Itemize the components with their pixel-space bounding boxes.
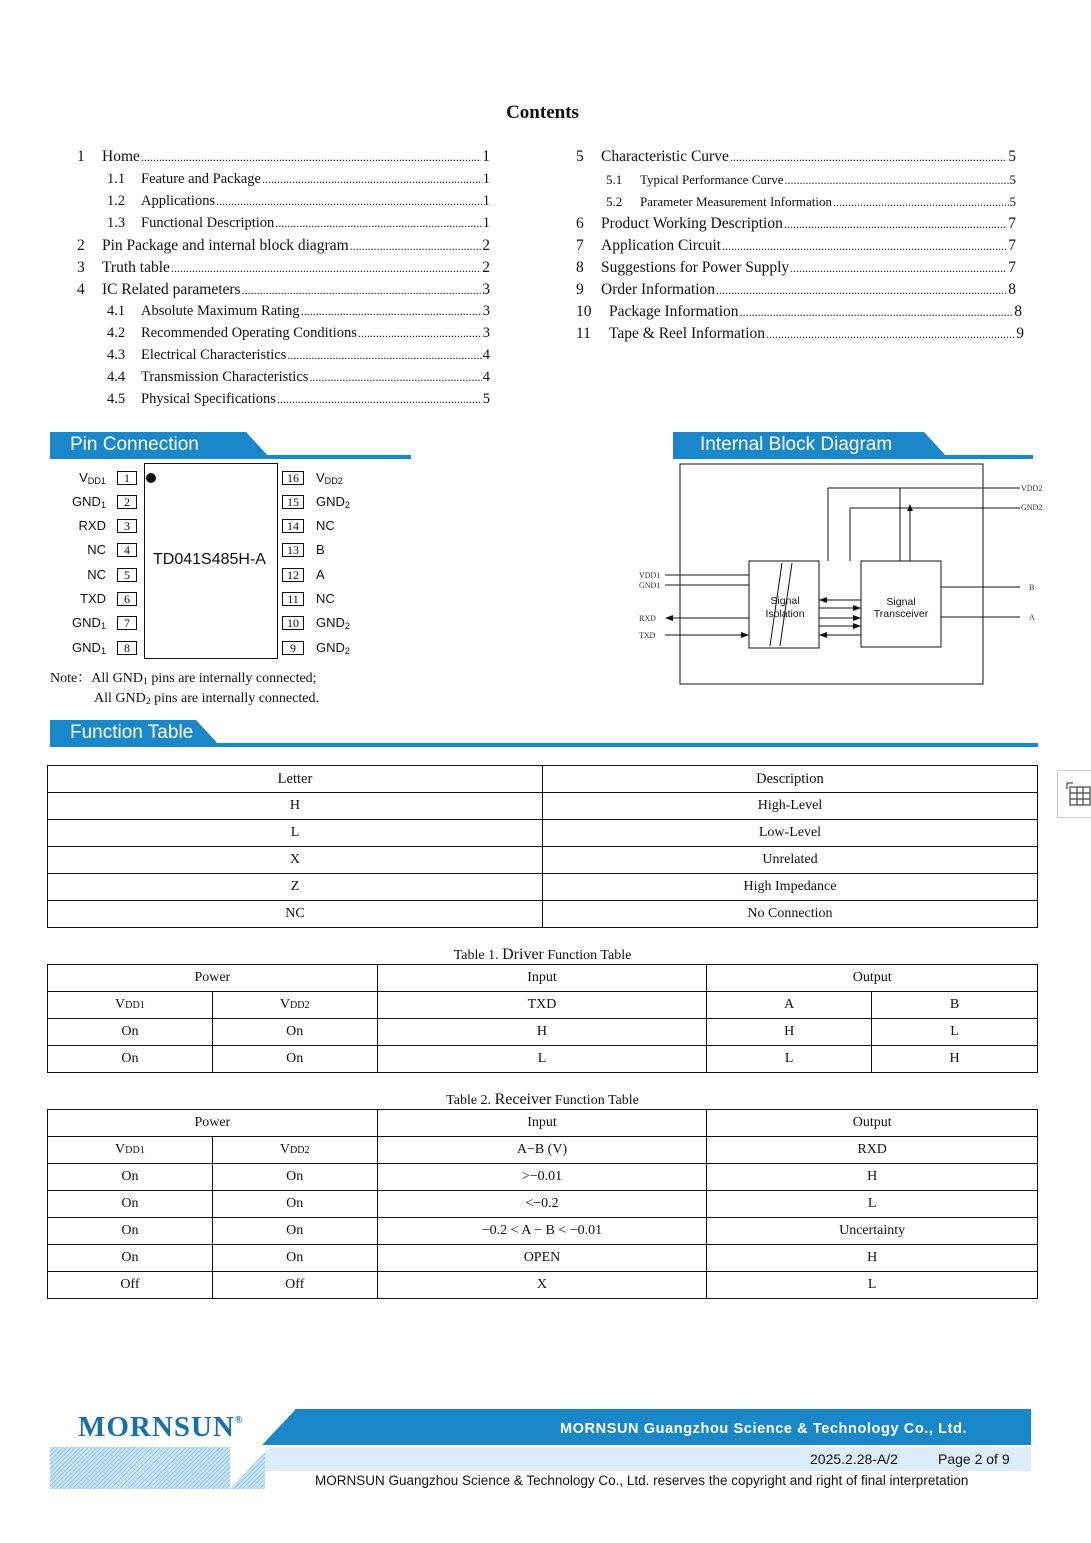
pin-label-sub: DD2 [324, 475, 343, 486]
table-cell: On [48, 1245, 213, 1272]
table-row [48, 793, 1038, 820]
pin-label-sub: 2 [344, 645, 350, 656]
toc-entry-text: Characteristic Curve [601, 148, 729, 165]
function-table [47, 765, 1038, 928]
table-cell: Off [48, 1272, 213, 1299]
toc-leader-dots [309, 369, 481, 386]
pin-label-text: NC [316, 518, 335, 533]
toc-entry-page: 3 [482, 303, 490, 319]
bd-label-vdd1: VDD1 [639, 571, 661, 580]
table-cell: On [212, 1218, 377, 1245]
toc-entry[interactable] [107, 391, 490, 408]
note-line-1: All GND [91, 671, 143, 686]
toc-entry[interactable] [107, 215, 490, 232]
pin-note [50, 670, 319, 710]
table-cell: X [377, 1272, 707, 1299]
toc-entry-text: Transmission Characteristics [141, 369, 309, 385]
driver-function-table [47, 964, 1038, 1073]
pin-label-text: GND [316, 615, 345, 630]
toc-leader-dots [242, 281, 482, 299]
toc-entry-page: 2 [482, 237, 490, 254]
pin-label-sub: 2 [344, 620, 350, 631]
table-row [48, 1164, 1038, 1191]
footer-light-band [250, 1447, 1031, 1471]
toc-entry-number: 5.2 [606, 194, 623, 209]
function-table-header [50, 720, 1038, 747]
table-cell: L [48, 820, 543, 847]
toc-leader-dots [350, 237, 482, 255]
toc-entry-text: Order Information [601, 281, 716, 298]
toc-entry-number: 2 [77, 237, 85, 254]
toc-entry-text: Product Working Description [601, 215, 783, 232]
pin-label-sub: DD1 [87, 475, 106, 486]
pin-label [316, 615, 350, 631]
toc-entry[interactable] [107, 325, 490, 342]
table-cell: On [212, 1046, 377, 1073]
table-icon [1066, 781, 1091, 811]
table-header-cell: Letter [48, 766, 543, 793]
table-cell: Low-Level [542, 820, 1037, 847]
table-row [48, 1272, 1038, 1299]
toc-entry-page: 8 [1014, 303, 1022, 320]
table-subheader-cell: A−B (V) [377, 1137, 707, 1164]
table-cell: L [377, 1046, 707, 1073]
toc-leader-dots [766, 325, 1015, 343]
pin-label-sub: 1 [100, 620, 106, 631]
toc-entry-text: Package Information [609, 303, 739, 320]
pin-label-text: GND [316, 494, 345, 509]
footer-hatch-cut [230, 1447, 270, 1489]
toc-entry-number: 4 [77, 281, 85, 298]
table-subheader-cell: RXD [707, 1137, 1038, 1164]
toc-leader-dots [790, 259, 1007, 277]
toc-entry-number: 4.3 [107, 347, 126, 363]
pin-number-box: 10 [282, 616, 304, 630]
toc-leader-dots [740, 303, 1014, 321]
table-row [48, 1019, 1038, 1046]
toc-entry-number: 11 [576, 325, 591, 342]
subheader-v: V [279, 1142, 290, 1157]
pin-label [316, 518, 335, 534]
toc-leader-dots [722, 237, 1007, 255]
toc-entry-text: Applications [141, 193, 216, 209]
note-label: Note： [50, 671, 92, 686]
table-row [48, 1245, 1038, 1272]
table-cell: On [212, 1245, 377, 1272]
pin-label-text: NC [316, 591, 335, 606]
subheader-v: V [115, 997, 126, 1012]
pin-label [79, 518, 106, 534]
subheader-sub: DD1 [125, 1145, 145, 1156]
toc-entry-text: Truth table [102, 259, 170, 276]
toc-entry-page: 3 [482, 325, 490, 341]
pin-label [80, 591, 106, 607]
toc-entry-page: 1 [482, 215, 490, 231]
toc-entry-text: Electrical Characteristics [141, 347, 287, 363]
toc-entry-page: 4 [482, 347, 490, 363]
table-cell: On [212, 1164, 377, 1191]
block-diagram [630, 460, 1060, 690]
toc-entry[interactable] [606, 194, 1016, 210]
toc-entry-number: 4.1 [107, 303, 126, 319]
pin-label [316, 567, 325, 583]
table-cell: L [707, 1272, 1038, 1299]
toc-entry-text: Suggestions for Power Supply [601, 259, 790, 276]
pin-number-box: 3 [117, 519, 137, 533]
pin-label-text: GND [72, 640, 101, 655]
pin-label-text: RXD [78, 518, 106, 533]
pin-label [72, 494, 106, 510]
subheader-sub: DD2 [290, 1000, 310, 1011]
table-cell: Off [212, 1272, 377, 1299]
table-cell: On [212, 1019, 377, 1046]
toc-entry-text: Typical Performance Curve [640, 172, 784, 187]
table-cell: NC [48, 901, 543, 928]
isolation-label-2: Isolation [765, 608, 805, 620]
table-cell: On [212, 1191, 377, 1218]
table-cell: Z [48, 874, 543, 901]
table-cell: On [48, 1046, 213, 1073]
bd-label-gnd1: GND1 [639, 581, 661, 590]
pin-label [316, 542, 325, 558]
toc-entry[interactable] [576, 237, 1016, 255]
toc-entry-number: 1.3 [107, 215, 126, 231]
table-cell: H [707, 1019, 872, 1046]
table-cell: H [872, 1046, 1038, 1073]
subheader-v: V [115, 1142, 126, 1157]
toc-entry[interactable] [576, 281, 1016, 299]
table-cell: <−0.2 [377, 1191, 707, 1218]
bd-label-vdd2: VDD2 [1021, 484, 1043, 493]
brand-logo [78, 1411, 243, 1444]
subheader-sub: DD2 [290, 1145, 310, 1156]
table-cell: On [48, 1191, 213, 1218]
toc-entry-text: Recommended Operating Conditions [141, 325, 357, 341]
toc-entry-number: 5 [576, 148, 584, 165]
toc-entry-number: 5.1 [606, 172, 623, 187]
note-sub-2: 2 [145, 695, 151, 707]
receiver-caption-a: Table 2. [446, 1093, 495, 1108]
toc-entry-text: Parameter Measurement Information [640, 194, 833, 209]
side-panel-button[interactable] [1057, 770, 1091, 818]
table-row [48, 874, 1038, 901]
subheader-sub: DD1 [125, 1000, 145, 1011]
toc-leader-dots [730, 148, 1007, 166]
toc-leader-dots [277, 391, 482, 408]
pin-label-sub: 2 [344, 499, 350, 510]
table-group-header: Output [707, 965, 1038, 992]
table-group-header-row [48, 1110, 1038, 1137]
toc-leader-dots [716, 281, 1007, 299]
table-cell: X [48, 847, 543, 874]
toc-entry[interactable] [107, 347, 490, 364]
table-cell: H [707, 1164, 1038, 1191]
toc-leader-dots [301, 303, 482, 320]
toc-entry-number: 1.2 [107, 193, 126, 209]
toc-entry[interactable] [107, 193, 490, 210]
pin-label-text: GND [316, 640, 345, 655]
subheader-v: V [279, 997, 290, 1012]
footer-copyright: MORNSUN Guangzhou Science & Technology Co., Ltd. reserves the copyright and right of final interpretation [315, 1473, 969, 1488]
pin-label-text: B [316, 542, 325, 557]
toc-entry-number: 8 [576, 259, 584, 276]
pin-number-box: 7 [117, 616, 137, 630]
table-subheader-row [48, 1137, 1038, 1164]
toc-entry-number: 4.2 [107, 325, 126, 341]
bd-label-b: B [1029, 583, 1035, 592]
toc-entry-text: Pin Package and internal block diagram [102, 237, 349, 254]
pin-connection-header [50, 432, 411, 459]
pin-number-box: 16 [282, 471, 304, 485]
table-row [48, 1191, 1038, 1218]
block-diagram-header [673, 432, 1033, 459]
table-subheader-cell [212, 992, 377, 1019]
toc-entry[interactable] [576, 215, 1016, 233]
toc-entry-text: Absolute Maximum Rating [141, 303, 300, 319]
table-subheader-cell [48, 992, 213, 1019]
toc-entry-page: 5 [1009, 194, 1016, 209]
toc-entry-page: 2 [482, 259, 490, 276]
pin-label [316, 640, 350, 656]
brand-reg: ® [234, 1415, 244, 1426]
table-group-header-row [48, 965, 1038, 992]
toc-leader-dots [262, 171, 482, 188]
table-row [48, 1046, 1038, 1073]
toc-entry-page: 1 [482, 148, 490, 165]
receiver-caption-b: Receiver [494, 1091, 552, 1108]
toc-entry-page: 7 [1008, 215, 1016, 232]
toc-leader-dots [275, 215, 481, 232]
pin-label-sub: 1 [100, 645, 106, 656]
toc-entry-text: Feature and Package [141, 171, 261, 187]
toc-entry-page: 4 [482, 369, 490, 385]
toc-entry-number: 1.1 [107, 171, 126, 187]
note-line-2b: pins are internally connected. [150, 690, 319, 706]
bd-label-gnd2: GND2 [1021, 503, 1043, 512]
toc-leader-dots [171, 259, 481, 277]
pin-label [72, 640, 106, 656]
note-line-1b: pins are internally connected; [147, 671, 317, 686]
pin-number-box: 6 [117, 592, 137, 606]
table-group-header: Input [377, 1110, 707, 1137]
toc-leader-dots [784, 215, 1007, 233]
toc-entry[interactable] [107, 303, 490, 320]
toc-leader-dots [141, 148, 481, 166]
pin-number-box: 9 [282, 641, 304, 655]
table-cell: L [872, 1019, 1038, 1046]
table-subheader-cell: TXD [377, 992, 707, 1019]
toc-entry-page: 3 [482, 281, 490, 298]
pin-label-text: TXD [80, 591, 106, 606]
toc-leader-dots [784, 172, 1008, 188]
note-sub-1: 1 [142, 675, 148, 687]
toc-entry-number: 7 [576, 237, 584, 254]
toc-entry[interactable] [576, 303, 1022, 321]
table-subheader-cell: A [707, 992, 872, 1019]
table-group-header: Power [48, 1110, 378, 1137]
pin-number-box: 11 [282, 592, 304, 606]
toc-entry-text: IC Related parameters [102, 281, 241, 298]
toc-entry[interactable] [576, 259, 1016, 277]
toc-entry-page: 5 [482, 391, 490, 407]
toc-entry-page: 5 [1008, 148, 1016, 165]
pin-label-text: A [316, 567, 325, 582]
driver-caption-c: Function Table [543, 948, 632, 963]
table-cell: −0.2 < A − B < −0.01 [377, 1218, 707, 1245]
table-cell: Uncertainty [707, 1218, 1038, 1245]
toc-entry-number: 3 [77, 259, 85, 276]
pin-label [72, 615, 106, 631]
pin-number-box: 4 [117, 543, 137, 557]
footer-company: MORNSUN Guangzhou Science & Technology Co., Ltd. [560, 1421, 968, 1437]
toc-entry-page: 7 [1008, 259, 1016, 276]
pin1-dot [146, 473, 156, 483]
pin-label-text: GND [72, 615, 101, 630]
table-cell: No Connection [542, 901, 1037, 928]
pin-number-box: 13 [282, 543, 304, 557]
isolation-label-1: Signal [770, 595, 800, 607]
table-cell: L [707, 1046, 872, 1073]
table-group-header: Output [707, 1110, 1038, 1137]
pin-label [79, 470, 106, 486]
pin-label-text: NC [87, 542, 106, 557]
toc-entry[interactable] [576, 148, 1016, 166]
toc-entry[interactable] [107, 369, 490, 386]
block-diagram-title: Internal Block Diagram [673, 432, 924, 458]
toc-entry-page: 1 [482, 193, 490, 209]
pin-number-box: 8 [117, 641, 137, 655]
table-header-row [48, 766, 1038, 793]
table-subheader-row [48, 992, 1038, 1019]
pin-number-box: 12 [282, 568, 304, 582]
table-subheader-cell [212, 1137, 377, 1164]
table-row [48, 820, 1038, 847]
chip-name: TD041S485H-A [153, 551, 266, 568]
pin-label-text: GND [72, 494, 101, 509]
pin-label [316, 494, 350, 510]
toc-entry-number: 6 [576, 215, 584, 232]
toc-entry-number: 1 [77, 148, 85, 165]
transceiver-label-1: Signal [886, 596, 916, 608]
toc-entry-page: 7 [1008, 237, 1016, 254]
toc-entry-text: Application Circuit [601, 237, 722, 254]
toc-entry-page: 9 [1016, 325, 1024, 342]
pin-label [316, 470, 343, 486]
toc-entry-text: Functional Description [141, 215, 275, 231]
toc-entry-number: 9 [576, 281, 584, 298]
receiver-function-table [47, 1109, 1038, 1299]
toc-entry[interactable] [77, 281, 490, 299]
footer-version: 2025.2.28-A/2 [810, 1451, 898, 1467]
table-cell: H [707, 1245, 1038, 1272]
driver-table-caption [0, 946, 1085, 964]
pin-label [87, 567, 106, 583]
table-subheader-cell [48, 1137, 213, 1164]
table-cell: On [48, 1164, 213, 1191]
page-title: Contents [506, 102, 579, 123]
bd-label-rxd: RXD [639, 614, 656, 623]
table-cell: >−0.01 [377, 1164, 707, 1191]
footer-page-number: Page 2 of 9 [938, 1451, 1010, 1467]
driver-caption-b: Driver [502, 946, 544, 963]
function-table-title: Function Table [50, 720, 196, 746]
table-cell: H [377, 1019, 707, 1046]
table-cell: OPEN [377, 1245, 707, 1272]
table-subheader-cell: B [872, 992, 1038, 1019]
toc-entry-text: Home [102, 148, 140, 165]
toc-entry-text: Physical Specifications [141, 391, 276, 407]
pin-number-box: 15 [282, 495, 304, 509]
note-line-2: All GND [94, 690, 146, 706]
table-header-cell: Description [542, 766, 1037, 793]
footer-slant [262, 1409, 296, 1445]
pin-number-box: 1 [117, 471, 137, 485]
pin-number-box: 14 [282, 519, 304, 533]
pin-label-text: V [79, 470, 88, 485]
table-cell: On [48, 1019, 213, 1046]
table-cell: H [48, 793, 543, 820]
transceiver-label-2: Transceiver [873, 608, 929, 620]
toc-leader-dots [287, 347, 481, 364]
toc-entry[interactable] [77, 148, 490, 166]
toc-entry[interactable] [606, 172, 1016, 188]
toc-entry-page: 8 [1008, 281, 1016, 298]
toc-entry[interactable] [107, 171, 490, 188]
toc-entry-number: 10 [576, 303, 592, 320]
table-group-header: Input [377, 965, 707, 992]
table-cell: High Impedance [542, 874, 1037, 901]
pin-connection-title: Pin Connection [50, 432, 246, 458]
table-cell: L [707, 1191, 1038, 1218]
brand-text: MORNSUN [78, 1411, 235, 1443]
receiver-table-caption [0, 1091, 1085, 1109]
pin-label-text: V [316, 470, 325, 485]
table-row [48, 1218, 1038, 1245]
table-cell: On [48, 1218, 213, 1245]
toc-entry[interactable] [77, 237, 490, 255]
bd-label-txd: TXD [639, 631, 656, 640]
bd-label-a: A [1029, 613, 1035, 622]
pin-number-box: 2 [117, 495, 137, 509]
pin-label-sub: 1 [100, 499, 106, 510]
toc-leader-dots [833, 194, 1008, 210]
table-group-header: Power [48, 965, 378, 992]
table-row [48, 847, 1038, 874]
toc-entry-number: 4.4 [107, 369, 126, 385]
table-cell: Unrelated [542, 847, 1037, 874]
driver-caption-a: Table 1. [453, 948, 503, 963]
toc-entry[interactable] [77, 259, 490, 277]
toc-entry-text: Tape & Reel Information [609, 325, 766, 342]
table-cell: High-Level [542, 793, 1037, 820]
toc-entry-page: 5 [1009, 172, 1016, 187]
pin-label-text: NC [87, 567, 106, 582]
pin-number-box: 5 [117, 568, 137, 582]
toc-entry-page: 1 [482, 171, 490, 187]
receiver-caption-c: Function Table [551, 1093, 639, 1108]
toc-entry-number: 4.5 [107, 391, 126, 407]
pin-label [316, 591, 335, 607]
toc-entry[interactable] [576, 325, 1024, 343]
block-outer-frame [680, 464, 983, 684]
toc-leader-dots [358, 325, 482, 342]
table-row [48, 901, 1038, 928]
pin-label [87, 542, 106, 558]
toc-leader-dots [216, 193, 482, 210]
